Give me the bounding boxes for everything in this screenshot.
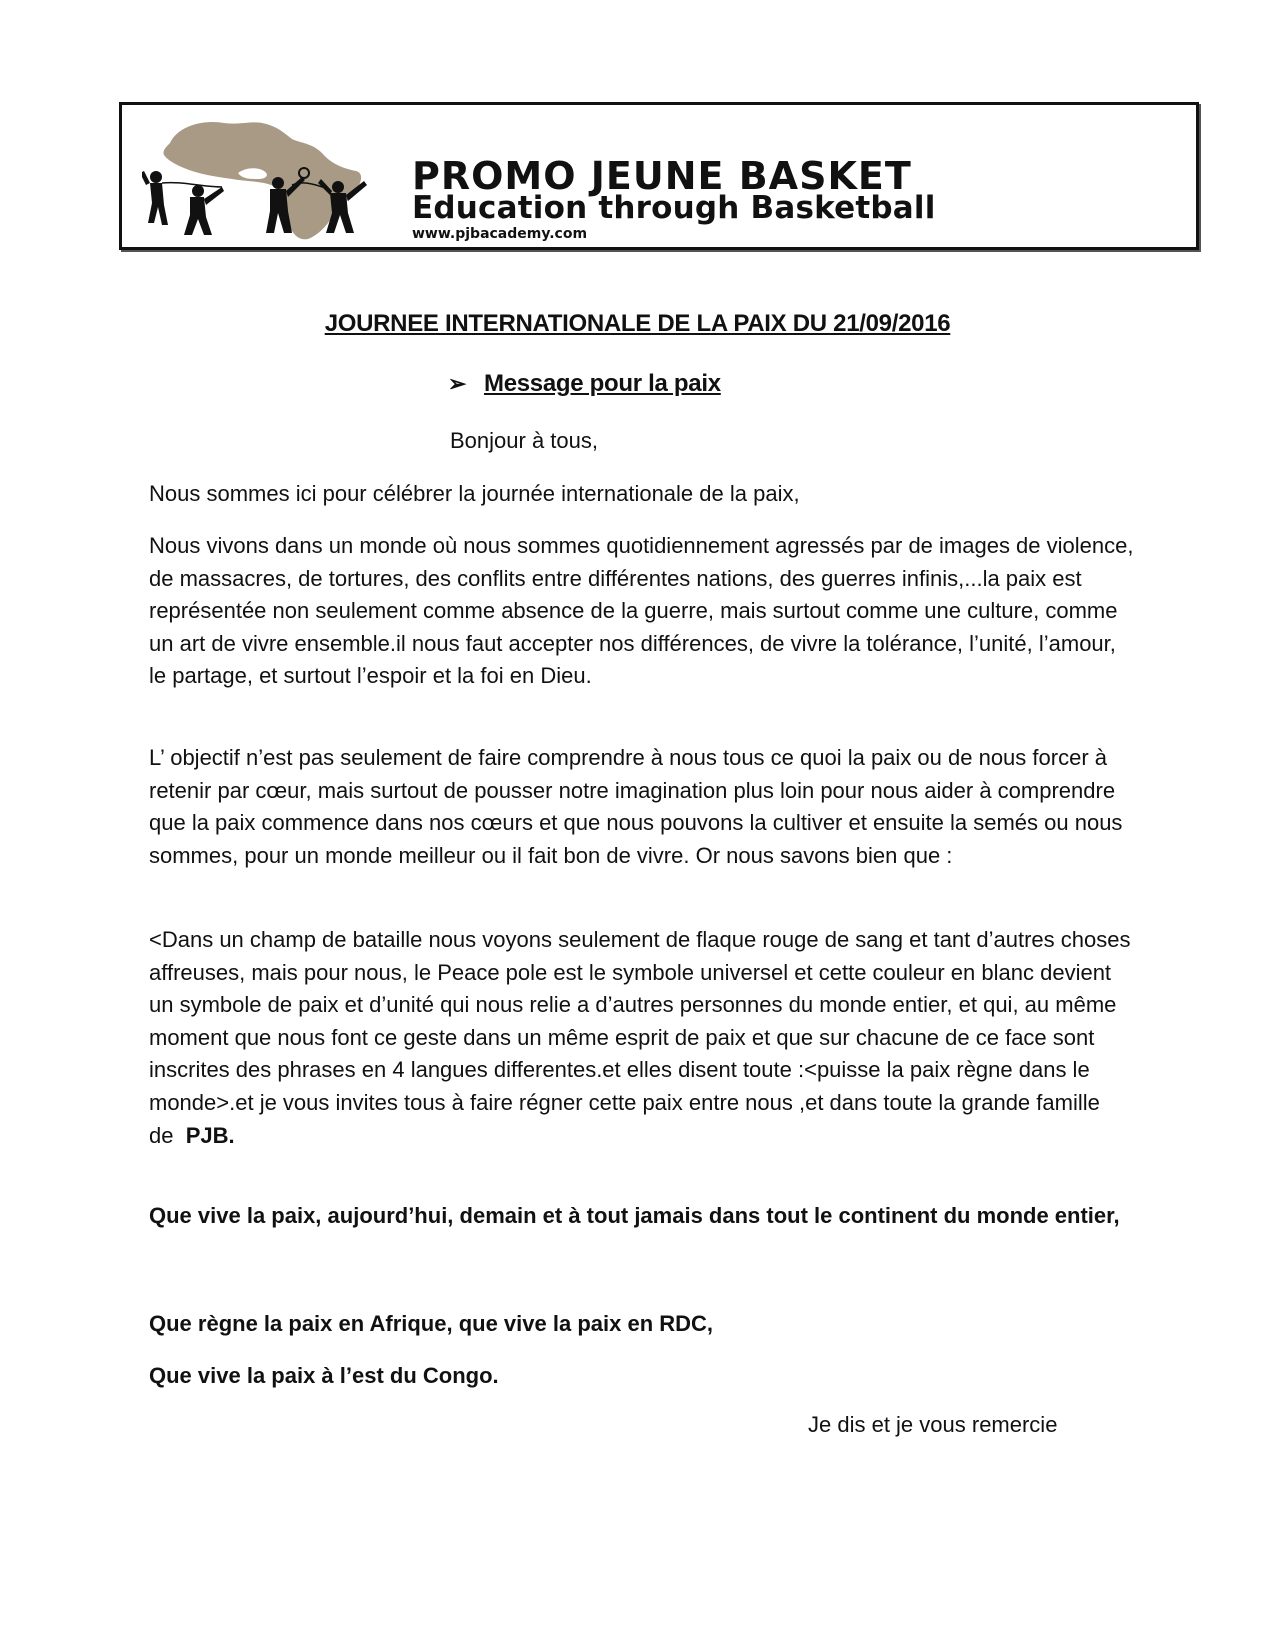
section-heading-label: Message pour la paix — [484, 370, 721, 397]
brand-url: www.pjbacademy.com — [412, 226, 588, 242]
greeting: Bonjour à tous, — [450, 428, 598, 453]
paragraph-bold — [149, 1308, 1139, 1341]
paragraph — [149, 742, 1139, 872]
document-title: JOURNEE INTERNATIONALE DE LA PAIX DU 21/09/2016 — [324, 310, 951, 337]
arrow-bullet-icon: ➢ — [448, 371, 467, 396]
paragraph — [149, 924, 1139, 1152]
section-heading — [448, 370, 721, 398]
paragraph-text: Nous sommes ici pour célébrer la journée internationale de la paix, — [149, 481, 800, 506]
paragraph-bold — [149, 1360, 1139, 1393]
brand-subtitle: Education through Basketball — [412, 190, 936, 226]
paragraph-text-main: <Dans un champ de bataille nous voyons seulement de flaque rouge de sang et tant d’autres choses affreuses, mais pour nous, le Peace pole est le symbole universel et cette couleur en blanc devient un symbole de paix et d’unité qui nous relie a d’autres personnes du monde entier, et qui, au même moment que nous font ce geste dans un même esprit de paix et que sur chacune de ce face sont inscrites des phrases en 4 langues differentes.et elles disent toute :<puisse la paix règne dans le monde>.et je vous invites tous à faire régner cette paix entre nous ,et dans toute la grande famille de — [149, 927, 1131, 1148]
brand-title: PROMO JEUNE BASKET — [412, 154, 912, 198]
paragraph-text: Nous vivons dans un monde où nous sommes quotidiennement agressés par de images de violence, de massacres, de tortures, des conflits entre différentes nations, des guerres infinis,...la paix est représentée non seulement comme absence de la guerre, mais surtout comme une culture, comme un art de vivre ensemble.il nous faut accepter nos différences, de vivre la tolérance, l’unité, l’amour, le partage, et surtout l’espoir et la foi en Dieu. — [149, 533, 1134, 689]
paragraph — [149, 478, 1139, 511]
paragraph-text: Que vive la paix à l’est du Congo. — [149, 1363, 499, 1388]
paragraph-text: Que vive la paix, aujourd’hui, demain et à tout jamais dans tout le continent du monde entier, — [149, 1203, 1120, 1228]
closing-line: Je dis et je vous remercie — [808, 1412, 1058, 1437]
paragraph-text: Que règne la paix en Afrique, que vive la paix en RDC, — [149, 1311, 714, 1336]
paragraph-bold — [149, 1200, 1139, 1233]
africa-basketball-players-logo — [142, 113, 392, 243]
paragraph-text: L’ objectif n’est pas seulement de faire comprendre à nous tous ce quoi la paix ou de nous forcer à retenir par cœur, mais surtout de pousser notre imagination plus loin pour nous aider à comprendre que la paix commence dans nos cœurs et que nous pouvons la cultiver et ensuite la semés ou nous sommes, pour un monde meilleur ou il fait bon de vivre. Or nous savons bien que : — [149, 745, 1123, 868]
header-banner — [119, 102, 1199, 250]
pjb-bold-text: PJB. — [185, 1122, 235, 1148]
paragraph — [149, 530, 1139, 693]
paragraph-text — [149, 924, 1139, 1152]
